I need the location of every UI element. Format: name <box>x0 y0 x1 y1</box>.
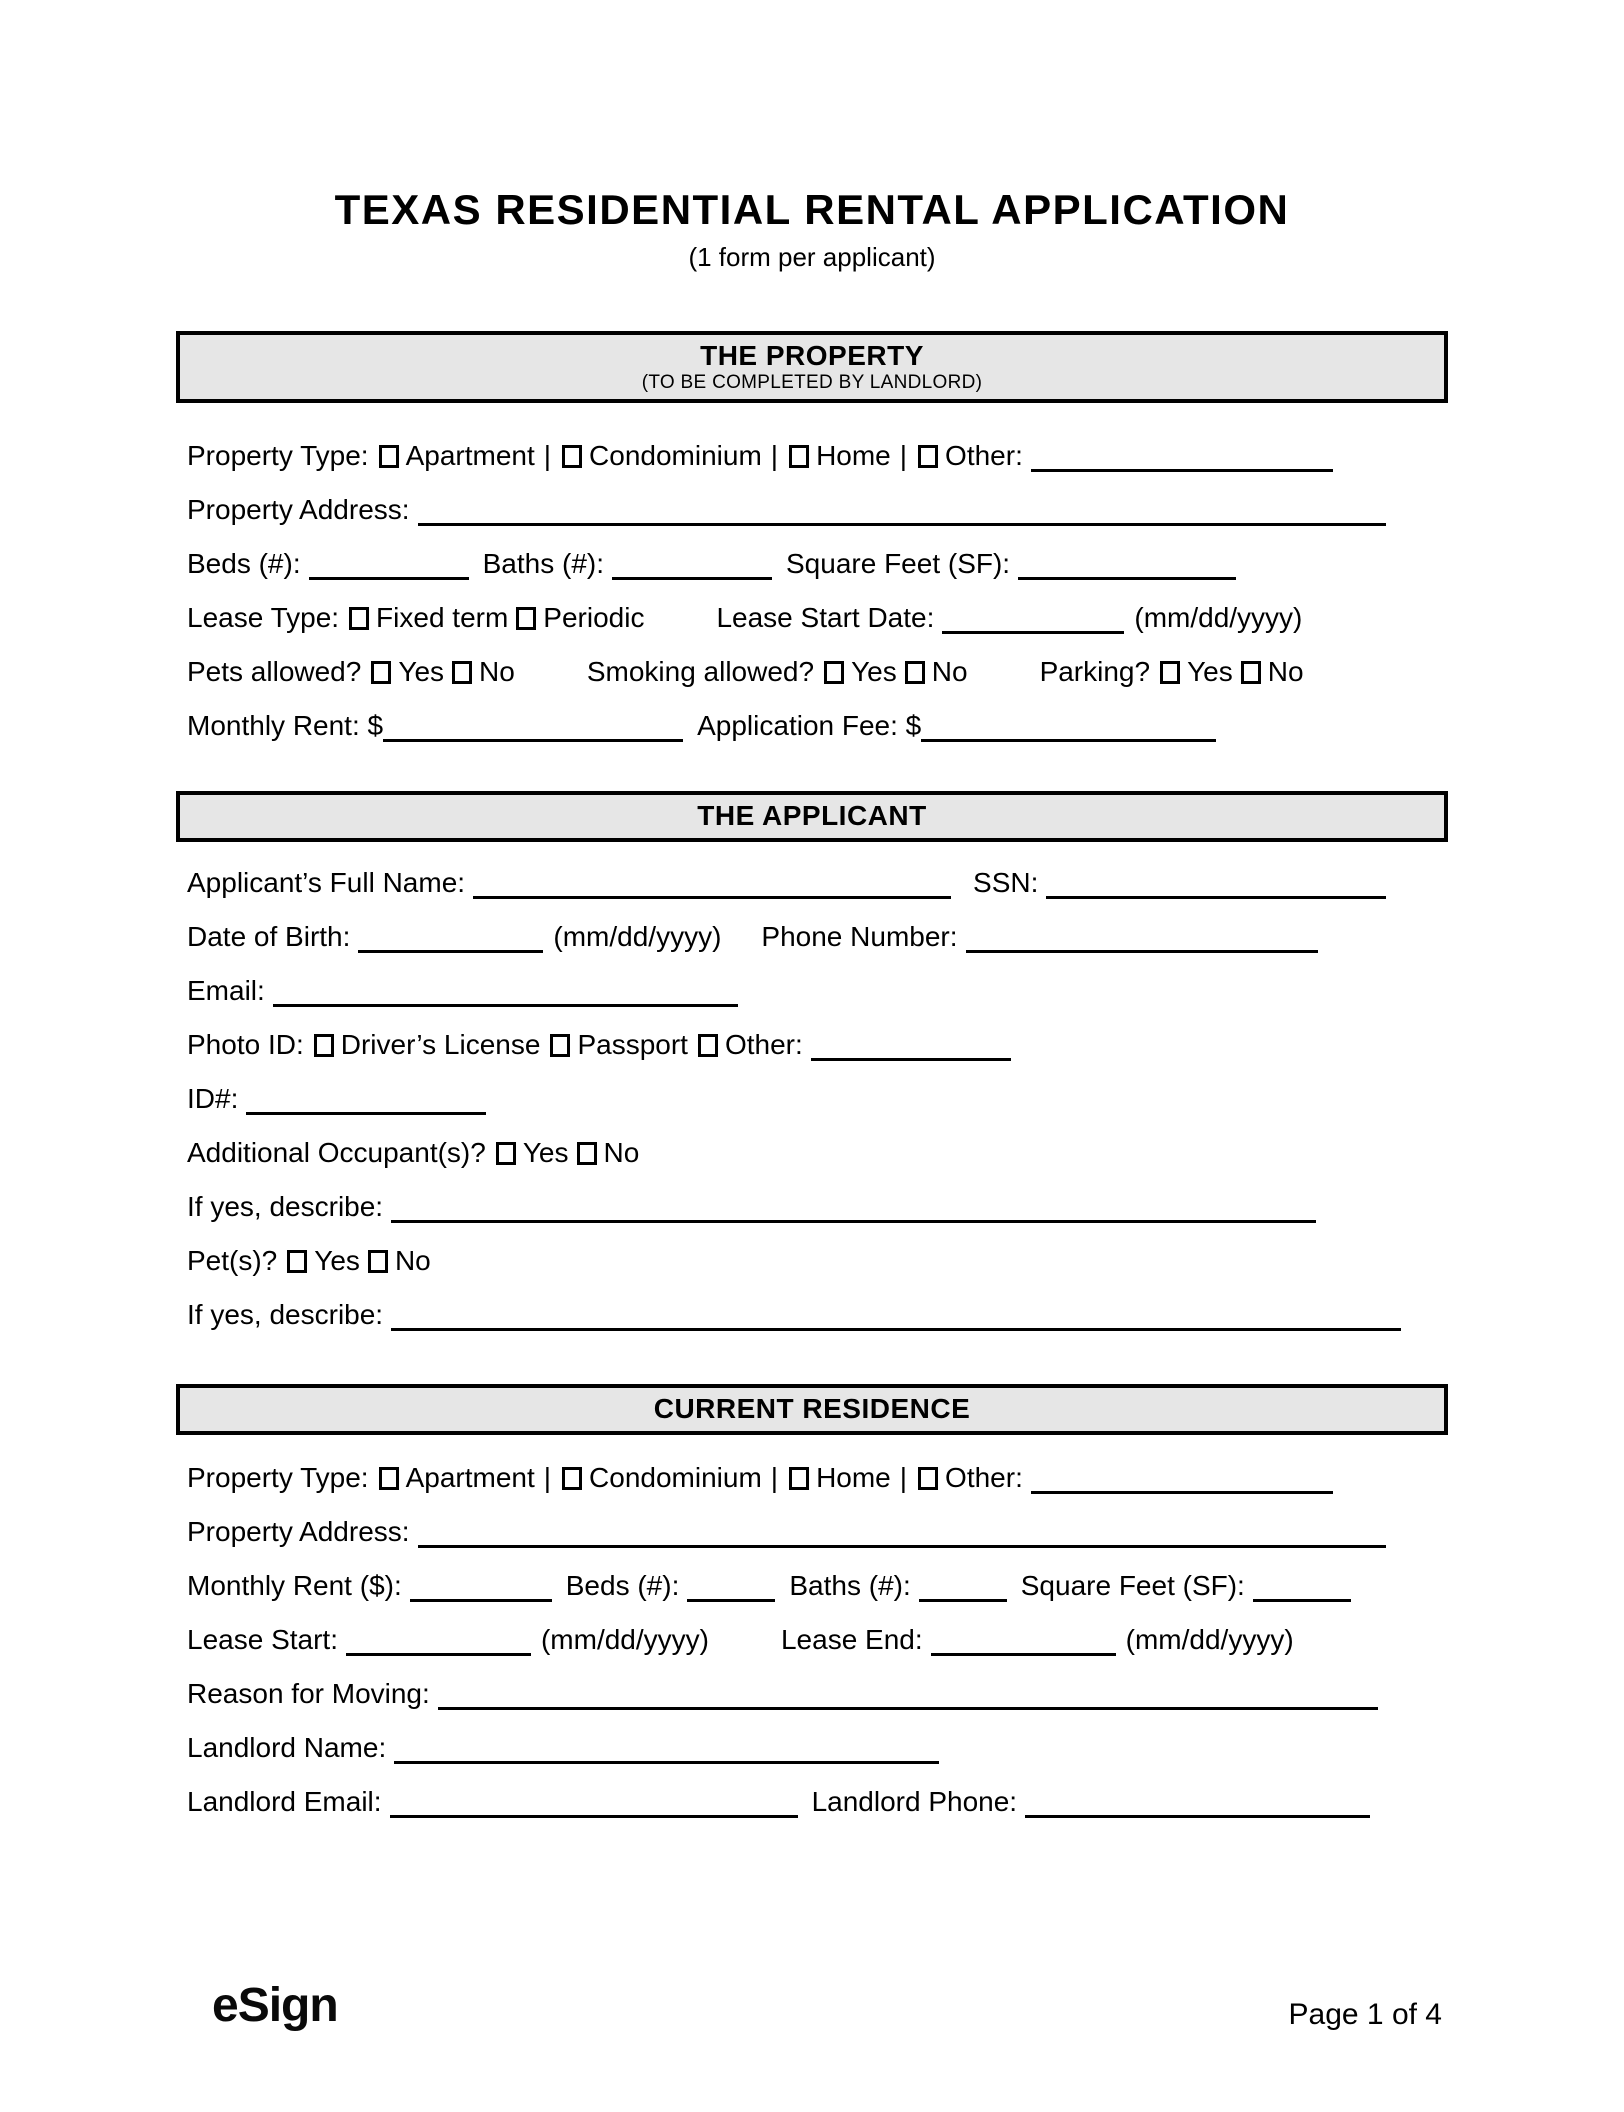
full-name-field[interactable] <box>473 873 951 899</box>
parking-label: Parking? <box>1039 656 1151 687</box>
section-title: CURRENT RESIDENCE <box>653 1393 971 1424</box>
residence-baths-field[interactable] <box>919 1576 1007 1602</box>
smoking-allowed-label: Smoking allowed? <box>586 656 815 687</box>
dob-phone-row <box>187 918 1448 956</box>
residence-type-condominium-checkbox[interactable] <box>562 1467 582 1490</box>
separator: | <box>899 440 908 471</box>
separator: | <box>899 1462 908 1493</box>
option-label: Home <box>816 1462 891 1493</box>
lease-type-fixed-term-checkbox[interactable] <box>349 607 369 630</box>
occupants-describe-field[interactable] <box>391 1197 1316 1223</box>
photo-id-row <box>187 1026 1448 1064</box>
id-number-label: ID#: <box>187 1083 239 1114</box>
lease-start-date-field[interactable] <box>942 608 1124 634</box>
lease-type-label: Lease Type: <box>187 602 340 633</box>
ssn-label: SSN: <box>973 867 1039 898</box>
pets-describe-field[interactable] <box>391 1305 1401 1331</box>
property-address-label: Property Address: <box>187 494 410 525</box>
option-label: No <box>479 656 515 687</box>
photo-id-other-field[interactable] <box>811 1035 1011 1061</box>
reason-for-moving-label: Reason for Moving: <box>187 1678 430 1709</box>
option-label: Yes <box>314 1245 360 1276</box>
pets-allowed-no-checkbox[interactable] <box>452 661 472 684</box>
option-label: No <box>1267 656 1304 687</box>
option-label: Other: <box>945 440 1023 471</box>
id-number-row <box>187 1080 1448 1118</box>
property-type-home-checkbox[interactable] <box>789 445 809 468</box>
photo-id-passport-checkbox[interactable] <box>550 1034 570 1057</box>
section-title: THE APPLICANT <box>697 800 927 831</box>
option-label: Yes <box>522 1137 569 1168</box>
phone-number-field[interactable] <box>966 927 1318 953</box>
separator: | <box>543 440 552 471</box>
property-address-label: Property Address: <box>187 1516 410 1547</box>
option-label: Other: <box>724 1029 803 1060</box>
application-fee-label: Application Fee: $ <box>697 710 922 741</box>
lease-type-row <box>187 599 1448 637</box>
page-title: TEXAS RESIDENTIAL RENTAL APPLICATION <box>334 186 1290 233</box>
option-label: Condominium <box>589 1462 762 1493</box>
residence-type-other-checkbox[interactable] <box>918 1467 938 1490</box>
separator: | <box>770 440 779 471</box>
section-header-current-residence <box>176 1384 1448 1435</box>
monthly-rent-field[interactable] <box>383 716 683 742</box>
photo-id-label: Photo ID: <box>187 1029 304 1060</box>
additional-occupants-row <box>187 1134 1448 1172</box>
lease-type-periodic-checkbox[interactable] <box>516 607 536 630</box>
residence-type-other-field[interactable] <box>1031 1468 1333 1494</box>
dob-field[interactable] <box>358 927 543 953</box>
option-label: Home <box>816 440 891 471</box>
pets-smoking-parking-row <box>187 653 1448 691</box>
landlord-email-label: Landlord Email: <box>187 1786 382 1817</box>
landlord-name-label: Landlord Name: <box>187 1732 387 1763</box>
landlord-contact-row <box>187 1783 1448 1821</box>
separator: | <box>770 1462 779 1493</box>
lease-end-field[interactable] <box>931 1630 1116 1656</box>
smoking-allowed-no-checkbox[interactable] <box>905 661 925 684</box>
residence-lease-dates-row <box>187 1621 1448 1659</box>
residence-rent-field[interactable] <box>410 1576 552 1602</box>
pets-allowed-yes-checkbox[interactable] <box>371 661 391 684</box>
option-label: No <box>603 1137 640 1168</box>
monthly-rent-label: Monthly Rent ($): <box>187 1570 402 1601</box>
parking-yes-checkbox[interactable] <box>1160 661 1180 684</box>
smoking-allowed-yes-checkbox[interactable] <box>824 661 844 684</box>
email-row <box>187 972 1448 1010</box>
option-label: Passport <box>577 1029 688 1060</box>
beds-label: Beds (#): <box>187 548 301 579</box>
additional-occupants-no-checkbox[interactable] <box>577 1142 597 1165</box>
section-header-applicant <box>176 791 1448 842</box>
property-type-label: Property Type: <box>187 1462 369 1493</box>
page-number: Page 1 of 4 <box>1288 1998 1442 2031</box>
residence-type-home-checkbox[interactable] <box>789 1467 809 1490</box>
option-label: Condominium <box>589 440 762 471</box>
residence-sqft-field[interactable] <box>1253 1576 1351 1602</box>
option-label: Driver’s License <box>340 1029 541 1060</box>
photo-id-drivers-license-checkbox[interactable] <box>314 1034 334 1057</box>
applicant-pets-yes-checkbox[interactable] <box>287 1250 307 1273</box>
landlord-phone-label: Landlord Phone: <box>811 1786 1018 1817</box>
property-type-apartment-checkbox[interactable] <box>379 445 399 468</box>
option-label: Apartment <box>405 1462 535 1493</box>
photo-id-other-checkbox[interactable] <box>698 1034 718 1057</box>
baths-field[interactable] <box>612 554 772 580</box>
residence-beds-field[interactable] <box>687 1576 775 1602</box>
reason-for-moving-field[interactable] <box>438 1684 1378 1710</box>
property-type-label: Property Type: <box>187 440 369 471</box>
date-format-hint: (mm/dd/yyyy) <box>540 1624 709 1655</box>
option-label: Yes <box>851 656 897 687</box>
describe-label: If yes, describe: <box>187 1299 384 1330</box>
baths-label: Baths (#): <box>789 1570 911 1601</box>
property-address-field[interactable] <box>418 500 1386 526</box>
id-number-field[interactable] <box>246 1089 486 1115</box>
email-field[interactable] <box>273 981 738 1007</box>
option-label: Periodic <box>543 602 645 633</box>
sqft-label: Square Feet (SF): <box>1020 1570 1245 1601</box>
baths-label: Baths (#): <box>482 548 604 579</box>
lease-end-label: Lease End: <box>780 1624 923 1655</box>
pets-describe-row <box>187 1296 1448 1334</box>
landlord-email-field[interactable] <box>390 1792 798 1818</box>
lease-start-field[interactable] <box>346 1630 531 1656</box>
landlord-name-field[interactable] <box>394 1738 939 1764</box>
landlord-phone-field[interactable] <box>1025 1792 1370 1818</box>
esign-logo: eSign <box>212 1979 338 2032</box>
lease-start-label: Lease Start: <box>187 1624 338 1655</box>
beds-baths-sqft-row <box>187 545 1448 583</box>
ssn-field[interactable] <box>1046 873 1386 899</box>
property-address-row <box>187 491 1448 529</box>
residence-rent-beds-row <box>187 1567 1448 1605</box>
reason-for-moving-row <box>187 1675 1448 1713</box>
beds-field[interactable] <box>309 554 469 580</box>
parking-no-checkbox[interactable] <box>1241 661 1261 684</box>
applicant-name-row <box>187 864 1448 902</box>
additional-occupants-yes-checkbox[interactable] <box>496 1142 516 1165</box>
property-type-other-field[interactable] <box>1031 446 1333 472</box>
email-label: Email: <box>187 975 265 1006</box>
date-format-hint: (mm/dd/yyyy) <box>1125 1624 1294 1655</box>
residence-address-field[interactable] <box>418 1522 1386 1548</box>
residence-address-row <box>187 1513 1448 1551</box>
property-type-other-checkbox[interactable] <box>918 445 938 468</box>
property-type-condominium-checkbox[interactable] <box>562 445 582 468</box>
option-label: Other: <box>945 1462 1023 1493</box>
rent-fee-row <box>187 707 1448 745</box>
application-fee-field[interactable] <box>921 716 1216 742</box>
lease-start-date-label: Lease Start Date: <box>716 602 935 633</box>
describe-label: If yes, describe: <box>187 1191 384 1222</box>
pets-label: Pet(s)? <box>187 1245 278 1276</box>
additional-occupants-label: Additional Occupant(s)? <box>187 1137 486 1168</box>
option-label: No <box>394 1245 431 1276</box>
residence-type-row <box>187 1459 1448 1497</box>
dob-label: Date of Birth: <box>187 921 351 952</box>
sqft-label: Square Feet (SF): <box>786 548 1011 579</box>
phone-number-label: Phone Number: <box>761 921 958 952</box>
separator: | <box>543 1462 552 1493</box>
option-label: Apartment <box>405 440 535 471</box>
option-label: Yes <box>1187 656 1233 687</box>
pets-allowed-label: Pets allowed? <box>187 656 362 687</box>
section-subtitle: (TO BE COMPLETED BY LANDLORD) <box>641 372 983 393</box>
option-label: Yes <box>398 656 445 687</box>
beds-label: Beds (#): <box>565 1570 680 1601</box>
property-type-row <box>187 437 1448 475</box>
date-format-hint: (mm/dd/yyyy) <box>1134 602 1303 633</box>
applicant-pets-row <box>187 1242 1448 1280</box>
monthly-rent-label: Monthly Rent: $ <box>187 710 384 741</box>
occupants-describe-row <box>187 1188 1448 1226</box>
full-name-label: Applicant’s Full Name: <box>187 867 466 898</box>
option-label: Fixed term <box>376 602 509 633</box>
option-label: No <box>931 656 968 687</box>
residence-type-apartment-checkbox[interactable] <box>379 1467 399 1490</box>
sqft-field[interactable] <box>1018 554 1236 580</box>
section-title: THE PROPERTY <box>700 340 924 371</box>
section-header-property <box>176 331 1448 403</box>
landlord-name-row <box>187 1729 1448 1767</box>
page-subtitle: (1 form per applicant) <box>688 242 936 272</box>
date-format-hint: (mm/dd/yyyy) <box>553 921 722 952</box>
applicant-pets-no-checkbox[interactable] <box>368 1250 388 1273</box>
